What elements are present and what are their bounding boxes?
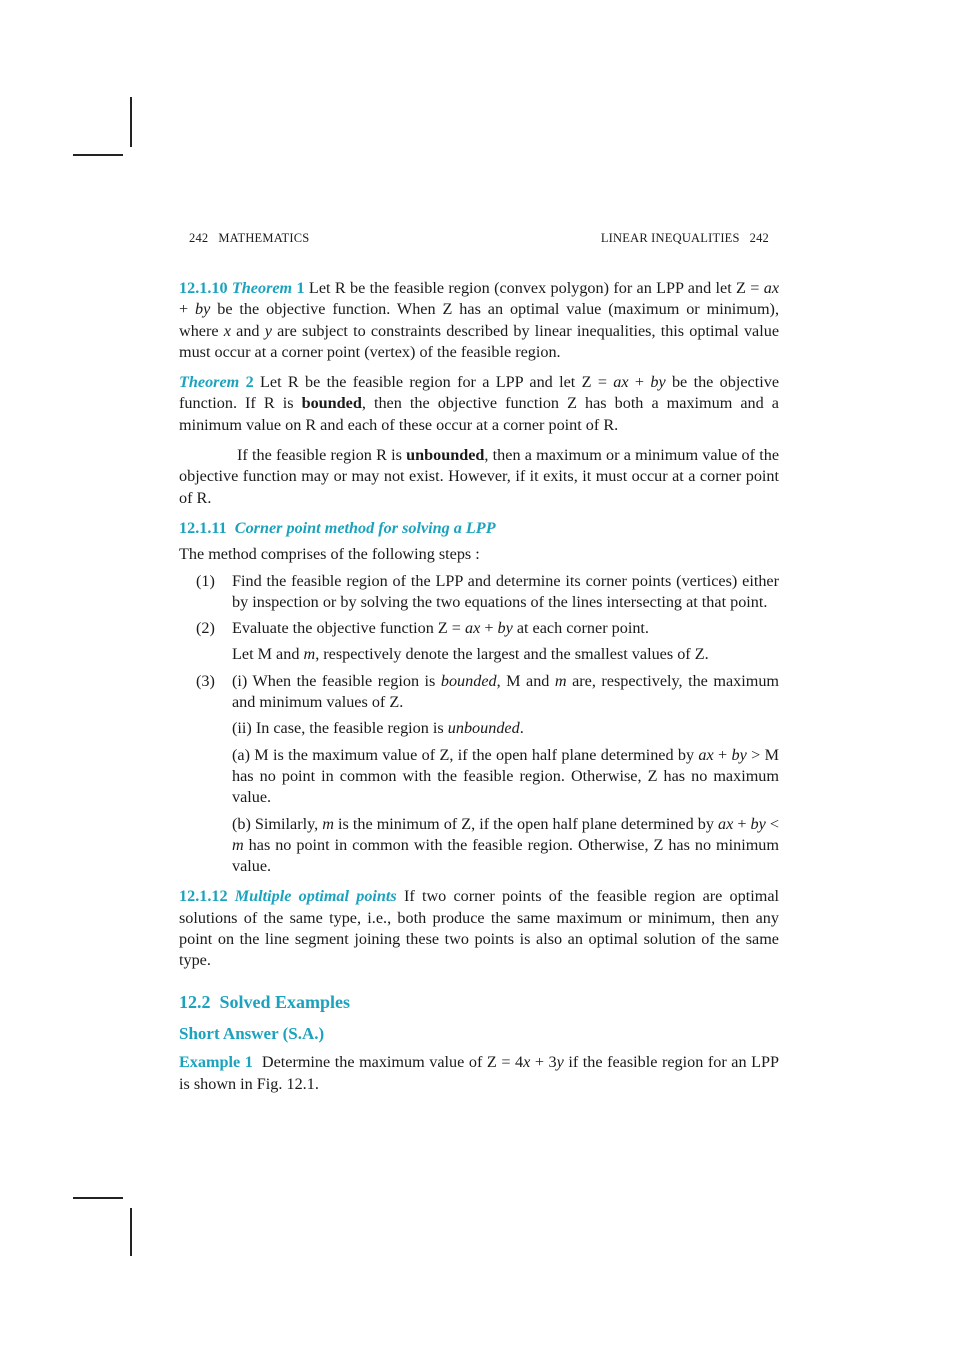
theorem-1-paragraph <box>179 278 779 363</box>
multiple-optimal-paragraph <box>179 886 779 971</box>
step-1 <box>179 571 779 614</box>
math: ax <box>464 619 481 638</box>
step-2-note <box>232 644 779 665</box>
text: > M has no point in common with the feasible region. Otherwise, Z has no maximum value. <box>232 745 779 807</box>
math: x <box>223 321 231 340</box>
math: by <box>650 373 666 392</box>
math: m <box>232 835 244 854</box>
text: Let R be the feasible region for a LPP and let Z = <box>253 373 614 392</box>
step-number: (2) <box>196 619 215 638</box>
page-content <box>179 278 779 1104</box>
text: be the objective function. When Z has an optimal value (maximum or minimum), where <box>179 300 779 340</box>
corner-method-heading <box>179 518 779 539</box>
text: . <box>519 719 524 738</box>
step-3-ii <box>232 718 779 739</box>
crop-mark-bottom-vertical <box>130 1208 132 1256</box>
step-text: Find the feasible region of the LPP and determine its corner points (vertices) either by inspection or by solving the two equations of the lines intersecting at that point. <box>232 571 779 611</box>
text: Let R be the feasible region (convex polygon) for an LPP and let Z = <box>304 279 764 297</box>
text: (b) Similarly, <box>232 814 323 833</box>
short-answer-heading: Short Answer (S.A.) <box>179 1023 325 1043</box>
math: m <box>303 645 316 664</box>
step-2 <box>179 618 779 639</box>
crop-mark-top-horizontal <box>73 154 123 156</box>
text: (i) When the feasible region is <box>232 671 441 690</box>
text: + <box>733 814 751 833</box>
text: and <box>230 321 265 340</box>
math: by <box>731 745 747 764</box>
text: are subject to constraints described by linear inequalities, this optimal value must occur at a corner point (vertex) of the feasible region. <box>179 321 780 361</box>
text: + <box>480 619 498 638</box>
math: unbounded <box>447 719 520 738</box>
corner-method-title: Corner point method for solving a LPP <box>234 518 496 537</box>
bold-term: unbounded <box>406 446 485 465</box>
theorem-2-number: 2 <box>245 373 254 392</box>
crop-mark-top-vertical <box>130 97 132 147</box>
math: m <box>322 814 334 833</box>
text: + <box>628 373 651 392</box>
theorem-1-section-number: 12.1.10 <box>179 279 228 297</box>
text: Let M and <box>232 645 304 664</box>
crop-mark-bottom-horizontal <box>73 1197 123 1199</box>
text: be the objective function. If R is <box>179 373 780 413</box>
step-3-b <box>232 814 779 878</box>
text: are, respectively, the maximum and minimum values of Z. <box>232 671 779 712</box>
math: m <box>554 671 567 690</box>
step-number: (1) <box>196 571 215 590</box>
math: by <box>195 300 211 319</box>
text: If the feasible region R is <box>237 446 407 465</box>
header-left: 242 MATHEMATICS <box>189 231 310 245</box>
text: has no point in common with the feasible region. Otherwise, Z has no minimum value. <box>232 835 779 876</box>
theorem-2-paragraph <box>179 372 779 436</box>
math: by <box>497 619 513 638</box>
example-1-paragraph <box>179 1052 779 1095</box>
text: is the minimum of Z, if the open half plane determined by <box>333 814 718 833</box>
step-3 <box>179 671 779 714</box>
text: (ii) In case, the feasible region is <box>232 719 448 738</box>
math: y <box>264 321 272 340</box>
theorem-1-number: 1 <box>296 279 305 297</box>
theorem-2-label: Theorem <box>179 373 240 392</box>
step-text <box>232 671 779 714</box>
text: (a) M is the maximum value of Z, if the open half plane determined by <box>232 745 699 764</box>
step-3-a <box>232 745 779 809</box>
theorem-1-label: Theorem <box>231 279 293 297</box>
text: at each corner point. <box>512 619 649 638</box>
multiple-title: Multiple optimal points <box>234 887 397 906</box>
text: + <box>179 300 196 319</box>
math: ax <box>698 745 714 764</box>
math: y <box>556 1053 564 1072</box>
corner-method-section-number: 12.1.11 <box>179 518 227 537</box>
math: bounded <box>440 671 497 690</box>
math: x <box>523 1053 531 1072</box>
text: if the feasible region for an LPP is shown in Fig. 12.1. <box>179 1053 779 1093</box>
text: + 3 <box>530 1053 557 1072</box>
math: ax <box>613 373 629 392</box>
unbounded-paragraph <box>179 445 779 509</box>
corner-method-intro: The method comprises of the following steps : <box>179 545 480 564</box>
math: by <box>750 814 766 833</box>
bold-term: bounded <box>301 394 362 413</box>
text: , M and <box>496 671 555 690</box>
example-1-label: Example 1 <box>179 1053 253 1072</box>
text: If two corner points of the feasible region are optimal solutions of the same type, i.e., both produce the same maximum or minimum, then any point on the line segment joining these two points is also an optimal solution of the same type. <box>179 887 780 970</box>
step-number: (3) <box>196 671 215 690</box>
math: ax <box>763 279 780 297</box>
text: Evaluate the objective function Z = <box>232 619 465 638</box>
header-right: LINEAR INEQUALITIES 242 <box>600 231 769 245</box>
text: < <box>765 814 779 833</box>
multiple-section-number: 12.1.12 <box>179 887 228 906</box>
text: , respectively denote the largest and the smallest values of Z. <box>315 645 709 664</box>
text: , then a maximum or a minimum value of the objective function may or may not exist. However, if it exits, it must occur at a corner point of R. <box>179 446 779 507</box>
text: , then the objective function Z has both a maximum and a minimum value on R and each of these occur at a corner point of R. <box>179 394 779 434</box>
math: ax <box>718 814 734 833</box>
step-text <box>232 618 779 639</box>
text: + <box>713 745 732 764</box>
text: Determine the maximum value of Z = 4 <box>252 1053 524 1072</box>
solved-examples-heading: 12.2 Solved Examples <box>179 991 351 1012</box>
